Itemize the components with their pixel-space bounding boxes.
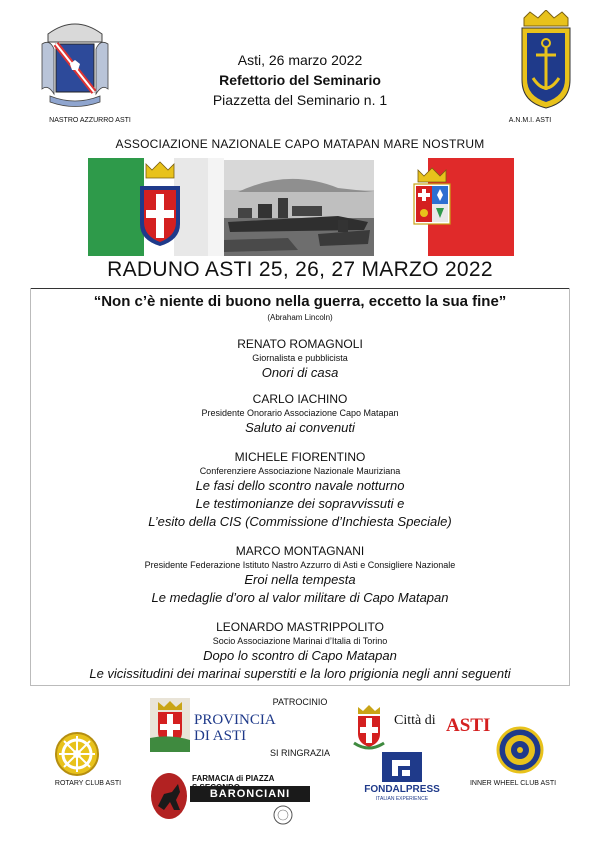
farmacia-name: BARONCIANI — [190, 786, 310, 802]
anmi-anchor-crest-icon — [516, 10, 576, 110]
speaker-name: LEONARDO MASTRIPPOLITO — [216, 620, 384, 634]
event-title: RADUNO ASTI 25, 26, 27 MARZO 2022 — [107, 258, 493, 281]
fondalpress-name: FONDALPRESS — [364, 784, 440, 795]
inner-wheel-caption: INNER WHEEL CLUB ASTI — [469, 780, 557, 787]
association-name: ASSOCIAZIONE NAZIONALE CAPO MATAPAN MARE NOSTRUM — [115, 137, 485, 151]
provincia-line1: PROVINCIA — [194, 712, 276, 728]
speaker-name: MICHELE FIORENTINO — [234, 450, 366, 464]
fondalpress-mark-icon — [382, 752, 422, 782]
speaker-topic: Le testimonianze dei sopravvissuti e — [195, 496, 405, 511]
speaker-role: Presidente Onorario Associazione Capo Matapan — [201, 408, 399, 418]
provincia-asti-logo — [150, 698, 276, 752]
event-date: Asti, 26 marzo 2022 — [237, 52, 363, 68]
warships-photo — [224, 160, 374, 256]
speaker-block — [30, 543, 570, 607]
speaker-topic: Saluto ai convenuti — [245, 420, 355, 435]
citta-name: ASTI — [446, 715, 491, 736]
farmacia-horseman-icon — [150, 772, 188, 820]
speaker-name: RENATO ROMAGNOLI — [237, 337, 363, 351]
speaker-role: Socio Associazione Marinai d’Italia di Torino — [212, 636, 388, 646]
right-crest-caption: A.N.M.I. ASTI — [508, 117, 552, 124]
fondalpress-logo — [352, 752, 452, 802]
navy-ensign-shield-icon — [414, 168, 450, 224]
speaker-block — [30, 619, 570, 683]
speaker-name: MARCO MONTAGNANI — [235, 544, 365, 558]
provincia-line2: DI ASTI — [194, 728, 247, 744]
farmacia-baronciani-logo — [150, 770, 320, 826]
speaker-block — [30, 449, 570, 531]
si-ringrazia-label: SI RINGRAZIA — [269, 748, 330, 758]
speaker-role: Presidente Federazione Istituto Nastro Azzurro di Asti e Consigliere Nazionale — [144, 560, 456, 570]
rotary-wheel-icon — [54, 731, 100, 777]
lincoln-quote: “Non c’è niente di buono nella guerra, eccetto la sua fine” — [93, 293, 507, 310]
speaker-name: CARLO IACHINO — [252, 392, 348, 406]
event-venue: Refettorio del Seminario — [219, 72, 381, 88]
quote-author: (Abraham Lincoln) — [267, 313, 333, 322]
speaker-topic: Eroi nella tempesta — [244, 572, 356, 587]
speaker-topic: Le medaglie d’oro al valor militare di Capo Matapan — [151, 590, 449, 605]
speaker-topic: Dopo lo scontro di Capo Matapan — [203, 648, 397, 663]
nastro-azzurro-crest-icon — [40, 14, 110, 109]
speaker-role: Conferenziere Associazione Nazionale Mauriziana — [199, 466, 401, 476]
inner-wheel-icon — [496, 726, 544, 774]
speaker-block — [30, 336, 570, 382]
speaker-topic: L’esito della CIS (Commissione d’Inchiesta Speciale) — [148, 514, 452, 529]
citta-label: Città di — [394, 713, 436, 728]
speaker-topic: Onori di casa — [261, 365, 339, 380]
patrocinio-label: PATROCINIO — [272, 697, 328, 707]
left-crest-caption: NASTRO AZZURRO ASTI — [49, 117, 131, 124]
savoy-shield-icon — [140, 162, 180, 246]
fondalpress-sub: ITALIAN EXPERIENCE — [375, 796, 429, 802]
speaker-block — [30, 391, 570, 437]
rotary-caption: ROTARY CLUB ASTI — [54, 780, 122, 787]
citta-crest-icon — [352, 703, 386, 753]
citta-asti-logo — [352, 703, 492, 753]
farmacia-top-text: FARMACIA di PIAZZA — [192, 774, 275, 783]
flag-banner-with-warships — [88, 158, 514, 256]
speaker-role: Giornalista e pubblicista — [252, 353, 348, 363]
speaker-topic: Le vicissitudini dei marinai superstiti e la loro prigionia negli anni seguenti — [89, 666, 511, 681]
event-address: Piazzetta del Seminario n. 1 — [212, 92, 388, 108]
provincia-crest-icon — [150, 698, 190, 752]
farmacia-seal-icon — [272, 804, 294, 826]
speaker-topic: Le fasi dello scontro navale notturno — [195, 478, 405, 493]
